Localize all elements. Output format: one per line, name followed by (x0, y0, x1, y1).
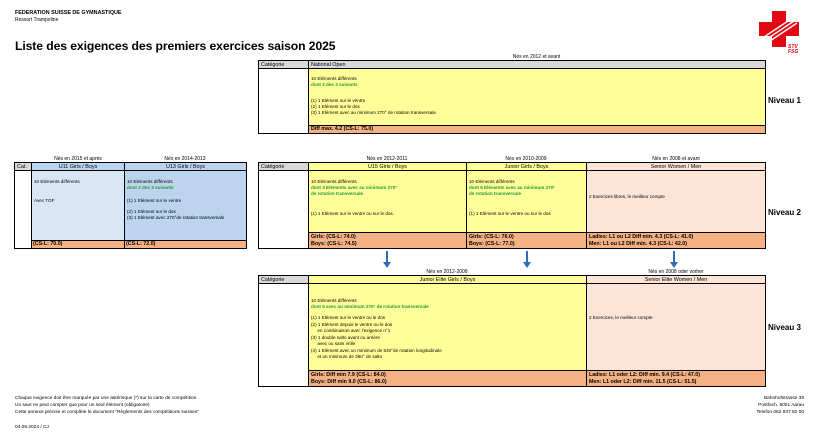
senior-content (587, 171, 765, 232)
u11-header: U11 Girls / Boys (32, 163, 125, 171)
u13-line: (2) 1 Elément sur le dos (127, 209, 176, 214)
junior-header: Junior Girls / Boys (467, 163, 587, 171)
u13-line: (3) 1 Elément avec 270°de rotation transversale (127, 215, 225, 220)
level1-line: 10 Eléments différents (311, 76, 357, 81)
senior-elite-content (587, 284, 765, 370)
level3-junior-born: Nés en 2012-2009 (426, 269, 468, 275)
junior-line: de rotation transversale (469, 191, 522, 196)
senior-footer-men: Men: L1 ou L2 Diff min. 4.3 (CS-L: 42.0) (589, 241, 688, 247)
youth-cat-cell (15, 171, 32, 248)
level3-senior-born: Nés en 2008 oder vorher (648, 269, 704, 275)
level1-cat-cell (259, 69, 309, 133)
senior-line: 2 Exercices libres, le meilleur compte (589, 194, 665, 199)
junior-elite-header: Junior Elite Girls / Boys (309, 276, 587, 284)
stv-logo (757, 9, 801, 55)
u13-born: Nés en 2014-2013 (164, 156, 206, 162)
level1-label: Niveau 1 (768, 96, 801, 105)
u13-content (125, 171, 246, 240)
u15-line: 10 Eléments différents (311, 179, 357, 184)
level1-line: (2) 1 Elément sur le dos (311, 104, 360, 109)
organization-name: FEDERATION SUISSE DE GYMNASTIQUE (15, 10, 122, 16)
u15-line: dont 3 Eléments avec au minimum 270° (311, 185, 398, 190)
senior-footer-cell (587, 232, 765, 248)
u11-footer-cell (32, 240, 125, 248)
senior-elite-header: Senior Elite Women / Men (587, 276, 765, 284)
u15-line: de rotation transversale (311, 191, 364, 196)
level3-table (258, 275, 766, 387)
arrow-down-icon (526, 251, 528, 263)
junior-elite-footer-girls: Girls: Diff min 7.9 (CS-L: 84.0) (311, 372, 386, 378)
document-date: 04.09.2024 / CJ (15, 425, 49, 430)
senior-header: Senior Women / Men (587, 163, 765, 171)
junior-born: Nés en 2010-2009 (505, 156, 547, 162)
junior-elite-line: 10 Eléments différents (311, 298, 357, 303)
junior-line: (1) 1 Elément sur le ventre ou sur le dos (469, 211, 551, 216)
level1-born: Nés en 2012 et avant (512, 54, 561, 60)
junior-content (467, 171, 587, 232)
senior-elite-footer-men: Men: L1 oder L2: Diff min. 11.5 (CS-L: 51.5) (589, 379, 697, 385)
u11-born: Nés en 2015 et après (54, 156, 102, 162)
level1-category-header: National Open (309, 61, 765, 69)
u11-content (32, 171, 125, 240)
u13-line: (1) 1 Elément sur le ventre (127, 198, 182, 203)
junior-elite-line: (3) 1 double salto avant ou arrière (311, 335, 380, 340)
senior-born: Nés en 2008 et avant (652, 156, 700, 162)
arrow-down-icon (673, 251, 675, 263)
u13-line: dont 2 des 3 suivants (127, 185, 174, 190)
senior-elite-footer-ladies: Ladies: L1 oder L2: Diff min. 9.4 (CS-L: 47.0) (589, 372, 700, 378)
senior-footer-ladies: Ladies: L1 ou L2 Diff min. 4.3 (CS-L: 41.0) (589, 234, 694, 240)
page-title: Liste des exigences des premiers exercices saison 2025 (15, 39, 336, 53)
level3-label: Niveau 3 (768, 323, 801, 332)
level1-line: (3) 1 Elément avec au minimum 270° de rotation transversale (311, 110, 436, 115)
u15-footer-cell (309, 232, 467, 248)
level1-footer: Diff max. 4.2 (CS-L: 75.0) (311, 126, 374, 132)
u15-footer-boys: Boys: (CS-L: 74.5) (311, 241, 357, 247)
logo-text-stv: STV (788, 44, 798, 50)
junior-line: dont 5 Eléments avec au minimum 270° (469, 185, 556, 190)
level3-cat-cell (259, 284, 309, 386)
junior-footer-girls: Girls: (CS-L: 76.0) (469, 234, 514, 240)
level3-cat-header: Catégorie (259, 276, 309, 284)
u15-born: Nés en 2012-2011 (366, 156, 408, 162)
address-line: Telefon 062 837 82 00 (756, 410, 804, 415)
level2-cat-cell (259, 171, 309, 248)
level1-line: dont 2 des 3 suivants (311, 82, 358, 87)
junior-elite-line: (4) 1 Elément avec un minimum de 540°de rotation longitudinale (311, 348, 442, 353)
junior-footer-cell (467, 232, 587, 248)
junior-line: 10 Eléments différents (469, 179, 515, 184)
junior-elite-line: dont 9 avec au minimum 270° de rotation transversale (311, 304, 429, 309)
level2-table (258, 162, 766, 249)
level2-cat-header: Catégorie (259, 163, 309, 171)
u11-line: Avec TOF (34, 198, 55, 203)
logo-text-fsg: FSG (788, 49, 799, 55)
u15-content (309, 171, 467, 232)
note-line: Chaque exigence doit être marquée par une astérisque (*) sur la carte de compétition (15, 396, 197, 401)
youth-table (14, 162, 247, 249)
u13-line: 10 Eléments différents (127, 179, 173, 184)
u11-line: 10 Eléments différents (34, 179, 80, 184)
senior-elite-footer-cell (587, 370, 765, 386)
junior-elite-line: avec ou sans vrille (311, 341, 356, 346)
note-line: Cette annexe précise et complète le document "Règlements des compétitions suisses" (15, 410, 199, 415)
u15-footer-girls: Girls: (CS-L: 74.0) (311, 234, 356, 240)
u11-footer: (CS-L: 70.0) (33, 241, 63, 247)
level1-line: (1) 1 Elément sur le ventre (311, 98, 366, 103)
address-line: Postfach, 5001 Aarau (758, 403, 804, 408)
u13-footer-cell (125, 240, 246, 248)
junior-elite-footer-cell (309, 370, 587, 386)
level1-table (258, 60, 766, 134)
note-line: Un saut ne peut compter que pour un seul élément (obligatoire) (15, 403, 150, 408)
junior-elite-line: (1) 1 Elément sur le ventre ou le dos (311, 315, 386, 320)
junior-footer-boys: Boys: (CS-L: 77.0) (469, 241, 515, 247)
junior-elite-footer-boys: Boys: Diff min 9.0 (CS-L: 86.0) (311, 379, 387, 385)
organization-subtitle: Ressort Trampoline (15, 17, 59, 23)
u13-header: U13 Girls / Boys (125, 163, 246, 171)
level1-footer-cell (309, 125, 765, 133)
junior-elite-line: et un minimum de 360° de salto (311, 354, 383, 359)
address-line: Bahnhofstrasse 38 (763, 396, 804, 401)
junior-elite-line: en combinaison avec l'exigence n°1 (311, 328, 391, 333)
level1-cat-header: Catégorie (259, 61, 309, 69)
youth-cat-header: Cat. (15, 163, 32, 171)
junior-elite-content (309, 284, 587, 370)
level1-content (309, 69, 765, 125)
senior-elite-line: 2 Exercices, le meilleur compte (589, 315, 653, 320)
level2-label: Niveau 2 (768, 208, 801, 217)
u15-line: (1) 1 Elément sur le ventre ou sur le dos. (311, 211, 394, 216)
arrow-down-icon (386, 251, 388, 263)
u13-footer: (CS-L: 72.0) (126, 241, 156, 247)
junior-elite-line: (2) 1 Elément depuis le ventre ou le dos (311, 322, 393, 327)
u15-header: U15 Girls / Boys (309, 163, 467, 171)
